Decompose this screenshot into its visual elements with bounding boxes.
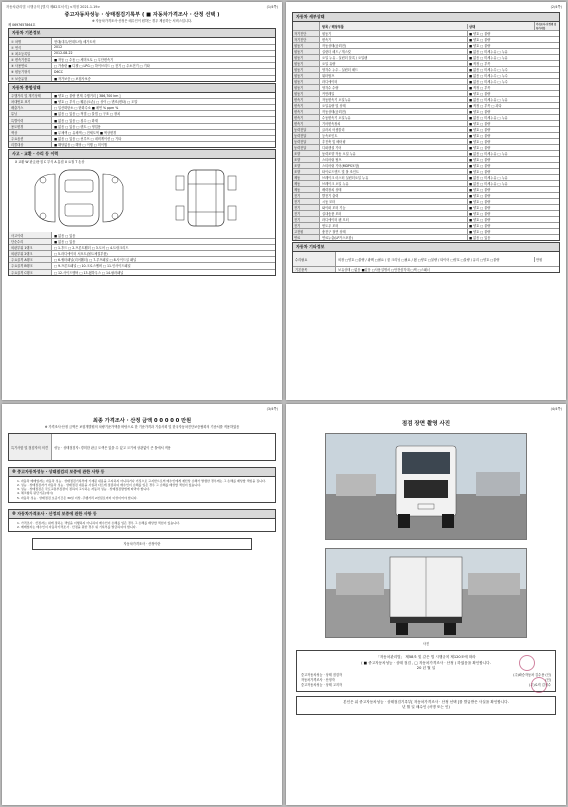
row-value: □ 가솔린 ■ 디젤 □ LPG □ 하이브리드 □ 전기 □ 수소전기 □ 기타 [54, 64, 150, 69]
row-state: ■ 양호 □ 불량 [467, 133, 534, 138]
row-group: 조향 [293, 169, 320, 174]
guarantee-section [8, 467, 276, 502]
row-state: ■ 양호 □ 불량 [467, 229, 534, 234]
row-label: 리콜대상 [9, 142, 52, 147]
row-item: 오일 누유 - 실린더 블록 / 오일팬 [322, 56, 368, 60]
row-state: ■ 없음 □ 미세누유 □ 누유 [467, 151, 534, 156]
row-label: ④ 변속기종류 [9, 57, 52, 62]
row-label: 주요옵션 [9, 136, 52, 141]
row-state: ■ 양호 □ 불량 [467, 211, 534, 216]
row-group: 전기 [293, 199, 320, 204]
row-state: ■ 양호 □ 불량 [467, 91, 534, 96]
section-title: 자동차 기타정보 [293, 243, 559, 252]
row-value: ■ 없음 □ 있음 □ 선루프 □ 네비게이션 □ 기타 [54, 137, 122, 142]
page-3 [2, 404, 282, 805]
row-label: 주행거리 및 계기상태 [9, 93, 52, 98]
row-group: 원동기 [293, 61, 320, 66]
row-label: 특별이력 [9, 117, 52, 122]
special-notes [8, 433, 276, 461]
row-item: 냉각수 누수 - 실린더 헤드 [322, 68, 358, 72]
row-group: 조향 [293, 151, 320, 156]
section-title: ※ 자동차가격조사 · 산정의 보증에 관한 사항 등 [9, 510, 275, 519]
row-label: 특기사항 및 점검자의 의견 [9, 434, 52, 460]
final-price-subtitle: ※ 가격조사·산정 금액은 보험개발원의 차량기준가액을 바탕으로 한 기준가격과 기술사회 및 한국자동차진단보증협회의 기준서를 적용하였음 [44, 425, 240, 429]
footer-box-title: 자동차가격조사 · 산정이란 [123, 541, 161, 546]
row-group: 연료 [293, 235, 320, 240]
row-value: □ 6.쿼터패널(리어휀더) □ 7.루프패널 □ 8.사이드실 패널 [54, 258, 137, 263]
section-title: 자동차 종합상태 [9, 84, 275, 93]
row-group: 변속기 [293, 103, 320, 108]
receipt-text: 본인은 위 중고자동차성능 · 상태점검기록부[ 자동차가격조사 · 산정 선택 ]를 발급받은 사실을 확인합니다. [343, 699, 509, 704]
row-group: 원동기 [293, 55, 320, 60]
row-state: ■ 양호 □ 불량 [467, 127, 534, 132]
row-state: ■ 없음 □ 미세누수 □ 누수 [467, 67, 534, 72]
row-label: ⑥ 원동기형식 [9, 69, 52, 74]
row-item: 실내송풍 모터 [322, 212, 342, 216]
section-title: 자동차 기본정보 [9, 29, 275, 38]
row-state: ■ 없음 □ 미세누유 □ 누유 [467, 175, 534, 180]
row-group: 동력전달 [293, 139, 320, 144]
row-state: ■ 없음 □ 미세누수 □ 누수 [467, 73, 534, 78]
row-state: ■ 적정 □ 부족 □ 과다 [467, 103, 534, 108]
photo-label: 사진 [422, 642, 430, 646]
row-value: 성능 · 상태점검자: 경미한 판금 도색은 있을 수 있고 크기에 상관없이 큰 틀에서 적용 [54, 445, 171, 450]
row-value: ■ 무채색 □ 유채색 □ 전체도색 ■ 색상변경 [54, 130, 117, 135]
row-item: 작동상태(공회전) [322, 110, 347, 114]
row-value: ■ 없음 □ 있음 [54, 239, 76, 244]
row-value: □ 일산화탄소 □ 탄화수소 ■ 매연 % ppm % [54, 106, 119, 111]
signer-name: (주)로직 김정수 [529, 682, 551, 687]
truck-rear-photo [325, 548, 527, 638]
row-item: 추진축 및 베어링 [322, 140, 346, 144]
row-state: ■ 없음 □ 있음 [467, 235, 534, 240]
row-value: □ 5.라디에이터 서포트(볼트체결부품) [54, 252, 108, 257]
row-item: 동력조향 작동 오일 누유 [322, 152, 356, 156]
row-item: 발전기 출력 [322, 194, 339, 198]
signer-label: 중고자동차성능 · 상태 점검자 [301, 672, 343, 677]
row-item: 윈도우 모터 [322, 224, 339, 228]
final-price-title: 최종 가격조사 · 산정 금액 0 0 0 0 0 만원 [92, 418, 192, 424]
note-item: 2. 성능 · 상태점검자가 자동차 성능 · 상태점검 내용을 사실과 다르게 점검하여 매수인이 손해를 입은 경우 그 손해를 배상할 책임이 있습니다. [17, 483, 202, 488]
row-label: 외판부위 1랭크 [9, 245, 52, 250]
row-state: ■ 양호 □ 불량 [467, 31, 534, 36]
doc-number: 제 0697657864호 [8, 23, 36, 28]
page-number: (4/4쪽) [550, 407, 562, 411]
detail-status-section [292, 12, 560, 241]
row-label: 사고이력 [9, 232, 52, 237]
row-state: ■ 없음 □ 미세누유 □ 누유 [467, 49, 534, 54]
form-header: 자동차관리법 시행규칙 [별지 제82호서식] <개정 2021.1.19> [6, 5, 101, 9]
row-value: ■ 양호 □ 불량 현재 주행거리 [ 386,700 km ] [54, 93, 121, 98]
overall-status-section [8, 83, 276, 149]
row-label: ① 차명 [9, 38, 52, 43]
damage-legend: X 교환 W 판금/용접 C 부식 A 흠집 U 요철 T 손상 [15, 160, 85, 165]
note-item: 5. 자동차 성능 · 상태점검 보증기간은 30일 이상, 주행거리 2천킬로미터 이상이어야 합니다. [17, 495, 138, 500]
row-item: 충전구 절연 상태 [322, 230, 346, 234]
row-group: 전기 [293, 223, 320, 228]
row-item: 타이로드엔드 및 볼 조인트 [322, 170, 359, 174]
row-group: 전기 [293, 211, 320, 216]
row-label: 용도변경 [9, 124, 52, 129]
row-label: 주요골격 C랭크 [9, 270, 52, 275]
row-label: 튜닝 [9, 111, 52, 116]
row-group: 변속기 [293, 109, 320, 114]
row-group: 동력전달 [293, 127, 320, 132]
row-item: 배력장치 상태 [322, 188, 342, 192]
row-state: ■ 양호 □ 불량 [467, 145, 534, 150]
row-label: 기본품목 [293, 267, 336, 272]
seal-stamp-icon [531, 677, 547, 693]
row-value: 현대(대우/현대트럭) 메가트럭 [54, 39, 96, 44]
row-group: 변속기 [293, 97, 320, 102]
row-value: 2012 [54, 45, 63, 50]
row-state: ■ 양호 □ 불량 [467, 193, 534, 198]
row-state: ■ 양호 □ 불량 [467, 199, 534, 204]
row-value: 2012-08-22 [54, 51, 73, 56]
row-item: 등속조인트 [322, 134, 338, 138]
row-label: ⑦ 보증유형 [9, 76, 52, 81]
row-group: 원동기 [293, 67, 320, 72]
row-item: 자동변속기 오일누유 [322, 98, 351, 102]
row-group: 전기 [293, 217, 320, 222]
row-value: 외장 □양호 □불량 / 광택 □필요 / 룸 크리닝 □필요 / 휠 □양호 □불량 / 타이어 □양호 □불량 / 유리 □양호 □불량 [338, 257, 500, 262]
row-state: ■ 양호 □ 불량 [467, 139, 534, 144]
truck-rear-image [326, 549, 526, 637]
row-item: 실린더 헤드 / 개스킷 [322, 50, 351, 54]
signer-name: (인) [545, 677, 551, 682]
row-label: 단순수리 [9, 239, 52, 244]
row-state: ■ 없음 □ 미세누유 □ 누유 [467, 97, 534, 102]
row-state: ■ 양호 □ 불량 [467, 169, 534, 174]
price-guarantee-section [8, 509, 276, 532]
section-title: 자동차 세부상태 [293, 13, 559, 22]
receipt-sign: 년 월 일 매수인 (서명 또는 인) [402, 705, 450, 710]
row-group: 조향 [293, 157, 320, 162]
note-item: 1. 가격조사 · 산정자는 위에 정하는 책임을 이행하지 아니하여 매수인이 손해를 입은 경우 그 손해를 배상할 책임이 있습니다. [17, 520, 180, 525]
row-item: 기어변속장치 [322, 122, 341, 126]
table-row [293, 235, 559, 240]
row-group: 조향 [293, 163, 320, 168]
row-state: ■ 적정 □ 부족 [467, 61, 534, 66]
row-group: 변속기 [293, 115, 320, 120]
row-item: 커먼레일 [322, 92, 335, 96]
row-item: 냉각수 수량 [322, 86, 339, 90]
row-group: 동력전달 [293, 145, 320, 150]
row-group: 원동기 [293, 73, 320, 78]
row-value: ■ 없음 □ 있음 □ 적법 □ 불법 □ 구조 □ 장치 [54, 112, 121, 117]
row-group: 고전원 [293, 229, 320, 234]
row-state: ■ 양호 □ 불량 [467, 157, 534, 162]
row-state: ■ 없음 □ 미세누유 □ 누유 [467, 181, 534, 186]
row-item: 라디에이터 [322, 80, 338, 84]
page-title: 중고자동차성능 · 상태점검기록부 ( ■ 자동차가격조사 · 산정 선택 ) [64, 12, 220, 18]
row-value: ■ 자동 □ 수동 □ 세미오토 □ 무단변속기 [54, 58, 114, 63]
row-group: 전기 [293, 205, 320, 210]
row-item: 라디에이터 팬 모터 [322, 218, 349, 222]
accident-section [8, 149, 276, 275]
row-value: ■ 자가보증 □ 보험사보증 [54, 76, 91, 81]
date-line: 20 년 월 일 [416, 666, 436, 671]
note-item: 4. 체크항목 판단기준(예시) [17, 491, 54, 496]
row-label: 차대번호 표기 [9, 99, 52, 104]
row-value: ■ 없음 □ 있음 □ 렌트 □ 영업용 [54, 124, 101, 129]
note-item: 3. 성능 · 상태점검은 국토교통부장관이 정하여 고시하는 자동차 성능 · 상태점검방법에 따라야 합니다. [17, 487, 151, 492]
page-2 [286, 2, 566, 400]
receipt-box [296, 696, 556, 715]
col-state: 상태 [467, 24, 534, 29]
page-number: (3/4쪽) [266, 407, 278, 411]
row-item: 작동상태(공회전) [322, 44, 347, 48]
row-value: □ 9.프론트패널 □ 10.크로스멤버 □ 11.인사이드패널 [54, 264, 131, 269]
row-state: ■ 양호 □ 불량 [467, 109, 534, 114]
photo-section-title: 점검 장면 촬영 사진 [401, 421, 451, 427]
row-label: 배출가스 [9, 105, 52, 110]
truck-front-image [326, 434, 526, 539]
row-item: 원동기 [322, 32, 332, 36]
row-item: 브레이크 마스터 실린더오일 누유 [322, 176, 369, 180]
row-value: ■ 없음 □ 있음 [54, 233, 76, 238]
statement-line: ( ■ 중고자동차성능 · 상태 점검 , □ 자동차가격조사 · 산정 ) 하였음을 확인합니다. [361, 660, 491, 665]
row-group: 원동기 [293, 79, 320, 84]
row-group: 자기진단 [293, 37, 320, 42]
signer-label: 자동차가격조사 · 산정자 [301, 677, 335, 682]
section-title: 사고 · 교환 · 수리 등 이력 [9, 150, 275, 159]
row-value: 보유상태 □없음 ■있음 □사용설명서 □안전삼각대 □잭 □스패너 [338, 268, 430, 273]
row-state: ■ 양호 □ 불량 [467, 205, 534, 210]
table-header [293, 22, 559, 31]
row-label: 주요골격 A랭크 [9, 257, 52, 262]
row-group: 변속기 [293, 121, 320, 126]
note-item: 1. 자동차 매매업자는 자동차 성능 · 상태점검기록부에 기재된 내용을 고지하지 아니하거나 거짓으로 고지함으로써 매수인에게 재산상 손해가 발생한 경우에는 그 손해를 배상할 책임을 집니다. [17, 479, 266, 484]
car-diagrams [15, 166, 269, 230]
row-state: ■ 양호 □ 불량 [467, 217, 534, 222]
row-value: ■ 해당없음 □ 해당 □ 이행 □ 미이행 [54, 143, 108, 148]
row-state: ■ 없음 □ 미세누유 □ 누유 [467, 115, 534, 120]
signer-label: 중고자동차성능 · 상태 고지자 [301, 682, 343, 687]
row-group: 원동기 [293, 43, 320, 48]
row-group: 원동기 [293, 91, 320, 96]
truck-front-photo [325, 433, 527, 540]
row-state: ■ 없음 □ 미세누수 □ 누수 [467, 79, 534, 84]
row-item: 브레이크 오일 누유 [322, 182, 349, 186]
basic-info-section [8, 28, 276, 81]
row-item: 워터펌프 [322, 74, 335, 78]
row-label: ⑤ 사용연료 [9, 63, 52, 68]
row-item: 오일유량 및 상태 [322, 104, 346, 108]
row-item: 디퍼렌셜 기어 [322, 146, 342, 150]
row-item: 연료누출(LP가스포함) [322, 236, 353, 240]
row-state: ■ 없음 □ 미세누유 □ 누유 [467, 55, 534, 60]
row-label: ② 연식 [9, 45, 52, 50]
confirmation-box [296, 650, 556, 692]
row-label: ③ 최초등록일 [9, 51, 52, 56]
row-value: ■ 없음 □ 있음 □ 침수 □ 화재 [54, 118, 98, 123]
page-4 [286, 404, 566, 805]
row-state: ■ 적정 □ 부족 [467, 85, 534, 90]
row-state: ■ 양호 □ 불량 [467, 121, 534, 126]
row-group: 원동기 [293, 49, 320, 54]
row-value: □ 12.사이드멤버 □ 13.휠하우스 □ 14.필러패널 [54, 270, 124, 275]
row-group: 자기진단 [293, 31, 320, 36]
page-number: (1/4쪽) [266, 5, 278, 9]
row-item: 시동 모터 [322, 200, 336, 204]
row-item: 스티어링 기어(MDPS포함) [322, 164, 360, 168]
row-label: 수리필요 [293, 252, 336, 266]
page-subtitle: ※ 자동차가격조사·산정은 매수인이 원하는 경우 제공하는 서비스입니다. [91, 19, 193, 23]
row-label: 외판부위 2랭크 [9, 251, 52, 256]
row-state: ■ 양호 □ 불량 [467, 163, 534, 168]
row-state: ■ 양호 □ 불량 [467, 223, 534, 228]
footer-box [32, 538, 252, 550]
statement-line: 「자동차관리법」 제58조 및 같은 법 시행규칙 제120조에 따라 [376, 655, 476, 660]
other-info-section [292, 242, 560, 273]
row-item: 와이퍼 모터 기능 [322, 206, 346, 210]
row-state: ■ 양호 □ 불량 [467, 43, 534, 48]
page-number: (2/4쪽) [550, 5, 562, 9]
signer-name: (주)좌승자동차 김수용 (인) [513, 672, 551, 677]
row-value: D6CC [54, 69, 63, 74]
page-1 [2, 2, 282, 400]
row-label: 색상 [9, 130, 52, 135]
section-title: ※ 중고자동차성능 · 상태점검의 보증에 관한 사항 등 [9, 468, 275, 477]
row-group: 원동기 [293, 85, 320, 90]
col-item: 항목 / 해당부품 [322, 24, 344, 29]
note-item: 2. 매매업자는 매수인이 자동차가격조사 · 산정을 원한 경우 위 기록부를 발급하여야 합니다. [17, 524, 137, 529]
row-item: 변속기 [322, 38, 332, 42]
row-group: 제동 [293, 175, 320, 180]
row-state: ■ 양호 □ 불량 [467, 37, 534, 42]
row-item: 스티어링 펌프 [322, 158, 342, 162]
row-item: 수동변속기 오일누유 [322, 116, 351, 120]
row-group: 제동 [293, 181, 320, 186]
row-label: 주요골격 B랭크 [9, 263, 52, 268]
basic-info-rows [9, 38, 275, 80]
detail-rows [293, 31, 559, 240]
row-item: 오일 유량 [322, 62, 336, 66]
row-value: ■ 양호 □ 부식 □ 훼손(오손) □ 상이 □ 변조(변타) □ 도말 [54, 100, 138, 104]
row-group: 동력전달 [293, 133, 320, 138]
col-note: 가격조사·산정액 및 특기사항 [534, 22, 559, 30]
row-value: □ 1.후드 □ 2.프론트휀더 □ 3.도어 □ 4.트렁크리드 [54, 245, 129, 250]
row-group: 전기 [293, 193, 320, 198]
car-frame-diagram [156, 166, 256, 230]
row-state: ■ 양호 □ 불량 [467, 187, 534, 192]
row-group: 제동 [293, 187, 320, 192]
row-item: 클러치 어셈블리 [322, 128, 345, 132]
car-exterior-diagram [29, 166, 129, 230]
price-note: 만원 [534, 257, 559, 262]
